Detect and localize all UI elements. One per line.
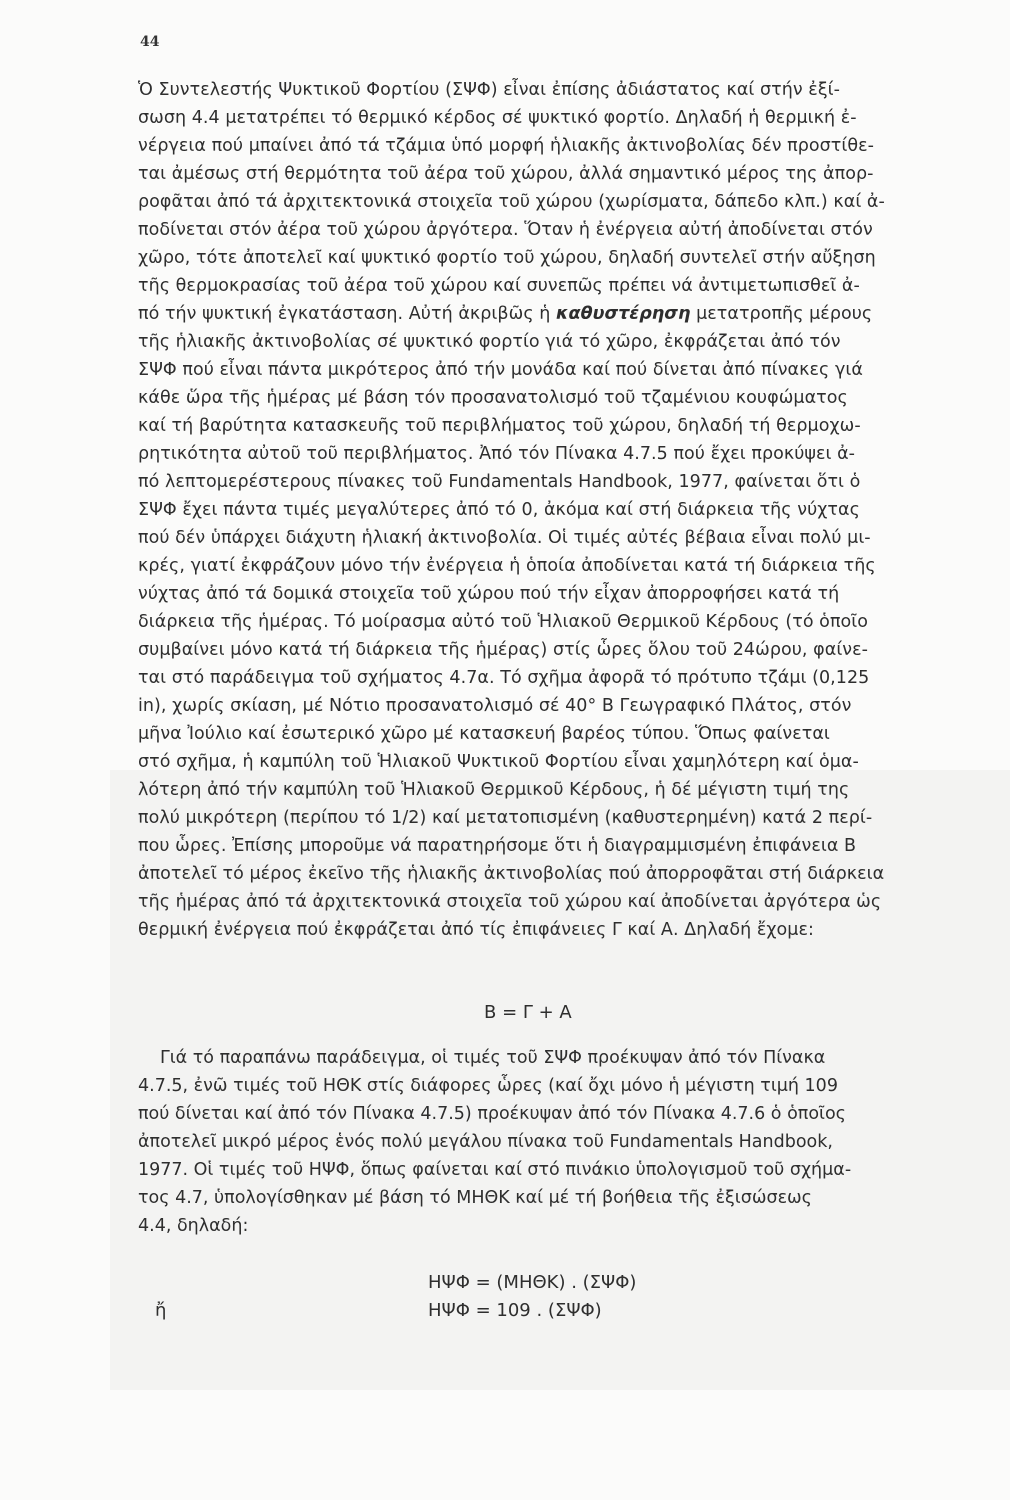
equation-b-equals-g-plus-a: Β = Γ + Α <box>484 1002 572 1023</box>
text-line: νέργεια πού μπαίνει ἀπό τά τζάμια ὑπό μορφή ἡλιακῆς ἀκτινοβολίας δέν προστίθε- <box>138 136 874 156</box>
text-line: λότερη ἀπό τήν καμπύλη τοῦ Ἡλιακοῦ Θερμικοῦ Κέρδους, ἡ δέ μέγιστη τιμή της <box>138 780 850 800</box>
text-line: τῆς ἡλιακῆς ἀκτινοβολίας σέ ψυκτικό φορτίο γιά τό χῶρο, ἐκφράζεται ἀπό τόν <box>138 332 841 352</box>
text-segment: μετατροπῆς μέρους <box>690 304 873 324</box>
text-line: ροφᾶται ἀπό τά ἀρχιτεκτονικά στοιχεῖα τοῦ χώρου (χωρίσματα, δάπεδο κλπ.) καί ἀ- <box>138 192 885 212</box>
text-line: ται στό παράδειγμα τοῦ σχήματος 4.7α. Τό σχῆμα ἀφορᾶ τό πρότυπο τζάμι (0,125 <box>138 668 870 688</box>
text-line: 4.4, δηλαδή: <box>138 1216 249 1236</box>
text-line: σωση 4.4 μετατρέπει τό θερμικό κέρδος σέ ψυκτικό φορτίο. Δηλαδή ἡ θερμική ἐ- <box>138 108 857 128</box>
text-line: χῶρο, τότε ἀποτελεῖ καί ψυκτικό φορτίο τοῦ χώρου, δηλαδή συντελεῖ στήν αὔξηση <box>138 248 876 268</box>
text-line: μῆνα Ἰούλιο καί ἐσωτερικό χῶρο μέ κατασκευή βαρέος τύπου. Ὅπως φαίνεται <box>138 724 830 744</box>
text-line: ται ἀμέσως στή θερμότητα τοῦ ἀέρα τοῦ χώρου, ἀλλά σημαντικό μέρος της ἀπορ- <box>138 164 874 184</box>
text-line: κάθε ὥρα τῆς ἡμέρας μέ βάση τόν προσανατολισμό τοῦ τζαμένιου κουφώματος <box>138 388 848 408</box>
text-line: in), χωρίς σκίαση, μέ Νότιο προσανατολισμό σέ 40° Β Γεωγραφικό Πλάτος, στόν <box>138 696 852 716</box>
text-line: ποδίνεται στόν ἀέρα τοῦ χώρου ἀργότερα. Ὅταν ἡ ἐνέργεια αὐτή ἀποδίνεται στόν <box>138 220 873 240</box>
text-line: κρές, γιατί ἐκφράζουν μόνο τήν ἐνέργεια ἡ ὁποία ἀποδίνεται κατά τή διάρκεια τῆς <box>138 556 876 576</box>
body-paragraph-1 <box>138 76 978 944</box>
or-label: ἤ <box>155 1300 167 1321</box>
text-line: τῆς ἡμέρας ἀπό τά ἀρχιτεκτονικά στοιχεῖα τοῦ χώρου καί ἀποδίνεται ἀργότερα ὡς <box>138 892 882 912</box>
text-line: πό λεπτομερέστερους πίνακες τοῦ Fundamentals Handbook, 1977, φαίνεται ὅτι ὁ <box>138 472 861 492</box>
text-line: ΣΨΦ πού εἶναι πάντα μικρότερος ἀπό τήν μονάδα καί πού δίνεται ἀπό πίνακες γιά <box>138 360 863 380</box>
page-number: 44 <box>140 34 160 50</box>
text-line: 4.7.5, ἐνῶ τιμές τοῦ ΗΘΚ στίς διάφορες ὧρες (καί ὄχι μόνο ἡ μέγιστη τιμή 109 <box>138 1076 838 1096</box>
text-line: θερμική ἐνέργεια πού ἐκφράζεται ἀπό τίς ἐπιφάνειες Γ καί Α. Δηλαδή ἔχομε: <box>138 920 814 940</box>
text-line: στό σχῆμα, ἡ καμπύλη τοῦ Ἡλιακοῦ Ψυκτικοῦ Φορτίου εἶναι χαμηλότερη καί ὁμα- <box>138 752 859 772</box>
equation-hpf-general: ΗΨΦ = (ΜΗΘΚ) . (ΣΨΦ) <box>428 1272 637 1293</box>
text-line: τος 4.7, ὑπολογίσθηκαν μέ βάση τό ΜΗΘΚ καί μέ τή βοήθεια τῆς ἐξισώσεως <box>138 1188 812 1208</box>
equation-hpf-numeric: ΗΨΦ = 109 . (ΣΨΦ) <box>428 1300 602 1321</box>
text-line-emphasis <box>138 300 978 328</box>
emphasized-term: καθυστέρηση <box>556 304 691 324</box>
text-line: πού δίνεται καί ἀπό τόν Πίνακα 4.7.5) προέκυψαν ἀπό τόν Πίνακα 4.7.6 ὁ ὁποῖος <box>138 1104 846 1124</box>
text-line: Γιά τό παραπάνω παράδειγμα, οἱ τιμές τοῦ ΣΨΦ προέκυψαν ἀπό τόν Πίνακα <box>160 1048 826 1068</box>
text-line: Ὁ Συντελεστής Ψυκτικοῦ Φορτίου (ΣΨΦ) εἶναι ἐπίσης ἀδιάστατος καί στήν ἐξί- <box>138 80 840 100</box>
text-line: διάρκεια τῆς ἡμέρας. Τό μοίρασμα αὐτό τοῦ Ἡλιακοῦ Θερμικοῦ Κέρδους (τό ὁποῖο <box>138 612 869 632</box>
text-line: νύχτας ἀπό τά δομικά στοιχεῖα τοῦ χώρου πού τήν εἶχαν ἀπορροφήσει κατά τή <box>138 584 840 604</box>
text-line: συμβαίνει μόνο κατά τή διάρκεια τῆς ἡμέρας) στίς ὧρες ὅλου τοῦ 24ώρου, φαίνε- <box>138 640 868 660</box>
body-paragraph-2 <box>138 1044 978 1240</box>
text-line: ἀποτελεῖ μικρό μέρος ἑνός πολύ μεγάλου πίνακα τοῦ Fundamentals Handbook, <box>138 1132 833 1152</box>
text-line: καί τή βαρύτητα κατασκευῆς τοῦ περιβλήματος τοῦ χώρου, δηλαδή τή θερμοχω- <box>138 416 861 436</box>
text-segment: πό τήν ψυκτική ἐγκατάσταση. Αὐτή ἀκριβῶς ἡ <box>138 304 557 324</box>
text-line: ΣΨΦ ἔχει πάντα τιμές μεγαλύτερες ἀπό τό 0, ἀκόμα καί στή διάρκεια τῆς νύχτας <box>138 500 860 520</box>
text-line: 1977. Οἱ τιμές τοῦ ΗΨΦ, ὅπως φαίνεται καί στό πινάκιο ὑπολογισμοῦ τοῦ σχήμα- <box>138 1160 852 1180</box>
text-line: που ὧρες. Ἐπίσης μποροῦμε νά παρατηρήσομε ὅτι ἡ διαγραμμισμένη ἐπιφάνεια Β <box>138 836 857 856</box>
text-line: πού δέν ὑπάρχει διάχυτη ἡλιακή ἀκτινοβολία. Οἱ τιμές αὐτές βέβαια εἶναι πολύ μι- <box>138 528 871 548</box>
text-line: πολύ μικρότερη (περίπου τό 1/2) καί μετατοπισμένη (καθυστερημένη) κατά 2 περί- <box>138 808 873 828</box>
text-line: τῆς θερμοκρασίας τοῦ ἀέρα τοῦ χώρου καί συνεπῶς πρέπει νά ἀντιμετωπισθεῖ ἀ- <box>138 276 860 296</box>
text-line: ρητικότητα αὐτοῦ τοῦ περιβλήματος. Ἀπό τόν Πίνακα 4.7.5 πού ἔχει προκύψει ἀ- <box>138 444 856 464</box>
text-line: ἀποτελεῖ τό μέρος ἐκεῖνο τῆς ἡλιακῆς ἀκτινοβολίας πού ἀπορροφᾶται στή διάρκεια <box>138 864 885 884</box>
